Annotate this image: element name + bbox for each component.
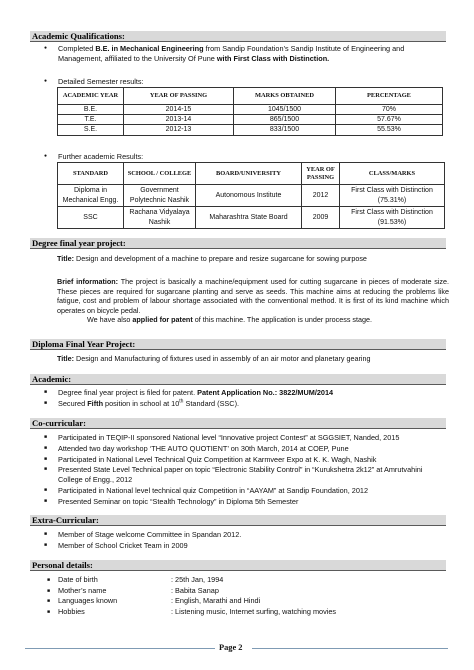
table-row bbox=[58, 125, 443, 135]
degree-title-text: Design and development of a machine to prepare and resize sugarcane for sowing purpose bbox=[74, 254, 367, 263]
list-item bbox=[30, 399, 448, 409]
table-cell: S.E. bbox=[58, 125, 124, 135]
completed-degree: B.E. in Mechanical Engineering bbox=[95, 44, 204, 53]
table-cell: 2009 bbox=[302, 207, 340, 229]
table-cell: First Class with Distinction (91.53%) bbox=[340, 207, 445, 229]
table-cell: Rachana Vidyalaya Nashik bbox=[124, 207, 196, 229]
personal-row bbox=[58, 596, 408, 607]
header-school-college: SCHOOL / COLLEGE bbox=[124, 163, 196, 185]
personal-value: : English, Marathi and Hindi bbox=[171, 596, 261, 606]
table-cell: 2013-14 bbox=[124, 115, 234, 125]
personal-label: ■ Date of birth bbox=[58, 575, 98, 584]
personal-row bbox=[58, 586, 408, 597]
footer-rule-left bbox=[25, 648, 215, 649]
academic-list bbox=[30, 388, 448, 410]
semester-results-table bbox=[57, 87, 443, 136]
table-cell: Diploma in Mechanical Engg. bbox=[58, 185, 124, 207]
table-row bbox=[58, 185, 445, 207]
brief-label: Brief information: bbox=[57, 277, 119, 286]
table-cell: 833/1500 bbox=[234, 125, 336, 135]
further-results-label: ● Further academic Results: bbox=[30, 152, 448, 162]
semester-table-header bbox=[58, 88, 443, 105]
patent-bold: applied for patent bbox=[132, 315, 193, 324]
table-cell: 865/1500 bbox=[234, 115, 336, 125]
section-heading-personal-details: Personal details: bbox=[30, 560, 446, 571]
diploma-title-label: Title: bbox=[57, 354, 75, 363]
semester-results-label: ● Detailed Semester results: bbox=[30, 77, 448, 87]
completed-institute: from Sandip Foundation’s Sandip Institute of Engineering and Management, affiliated to the University Of Pune bbox=[58, 44, 405, 63]
ordinal-suffix: th bbox=[179, 398, 184, 405]
table-cell: Government Polytechnic Nashik bbox=[124, 185, 196, 207]
section-heading-degree-project: Degree final year project: bbox=[30, 238, 446, 249]
patent-application-number: Patent Application No.: 3822/MUM/2014 bbox=[197, 388, 334, 397]
footer-rule-right bbox=[252, 648, 448, 649]
degree-project-brief bbox=[57, 277, 449, 325]
personal-label: ■ Mother’s name bbox=[58, 585, 107, 595]
list-item: ■ Member of School Cricket Team in 2009 bbox=[30, 541, 448, 551]
list-item: ■ Participated in TEQIP-II sponsored National level “Innovative project Contest” at SGGSIET, Nanded, 2015 bbox=[30, 433, 448, 443]
header-standard: STANDARD bbox=[58, 163, 124, 185]
table-row bbox=[58, 105, 443, 115]
table-cell: 57.67% bbox=[336, 115, 443, 125]
table-cell: Maharashtra State Board bbox=[196, 207, 302, 229]
list-item bbox=[30, 388, 448, 398]
table-row bbox=[58, 207, 445, 229]
table-cell: Autonomous Institute bbox=[196, 185, 302, 207]
patent-line bbox=[57, 315, 372, 324]
section-heading-diploma-project: Diploma Final Year Project: bbox=[30, 339, 446, 350]
academic-item-2-mid: position in school at 10 bbox=[103, 398, 180, 408]
personal-label: ■ Hobbies bbox=[58, 607, 85, 617]
section-heading-academic: Academic: bbox=[30, 374, 446, 385]
section-heading-academic-qualifications: Academic Qualifications: bbox=[30, 31, 446, 42]
list-item: ■ Presented State Level Technical paper on topic “Electronic Stability Control” in “Kurukshetra 2k12” at Amrutvahini College of Engg., 2012 bbox=[30, 465, 448, 484]
personal-row bbox=[58, 575, 408, 586]
header-year-of-passing: YEAR OF PASSING bbox=[302, 163, 340, 185]
personal-label: ■ Languages known bbox=[58, 596, 118, 606]
table-cell: 55.53% bbox=[336, 125, 443, 135]
academic-item-2-prefix: Secured bbox=[58, 398, 88, 408]
table-cell: T.E. bbox=[58, 115, 124, 125]
page-number: Page 2 bbox=[219, 643, 243, 652]
academic-item-2-suffix: Standard (SSC). bbox=[183, 398, 240, 408]
table-cell: First Class with Distinction (75.31%) bbox=[340, 185, 445, 207]
qualification-summary bbox=[30, 44, 448, 64]
personal-value: : Listening music, Internet surfing, watching movies bbox=[171, 607, 337, 617]
header-class-marks: CLASS/MARKS bbox=[340, 163, 445, 185]
academic-item-1-text: Degree final year project is filed for patent. bbox=[58, 388, 198, 397]
table-cell: SSC bbox=[58, 207, 124, 229]
list-item: ■ Member of Stage welcome Committee in Spandan 2012. bbox=[30, 530, 448, 540]
section-heading-co-curricular: Co-curricular: bbox=[30, 418, 446, 429]
personal-value: : 25th Jan, 1994 bbox=[171, 575, 224, 584]
completed-prefix: Completed bbox=[58, 44, 96, 53]
table-cell: 1045/1500 bbox=[234, 105, 336, 115]
personal-details-list bbox=[58, 575, 408, 618]
header-year-of-passing: YEAR OF PASSING bbox=[124, 88, 234, 105]
patent-prefix: We have also bbox=[87, 315, 133, 324]
personal-value: : Babita Sanap bbox=[171, 585, 219, 595]
header-board-university: BOARD/UNIVERSITY bbox=[196, 163, 302, 185]
school-position: Fifth bbox=[87, 398, 104, 408]
diploma-project-title bbox=[57, 354, 449, 364]
table-cell: 2012 bbox=[302, 185, 340, 207]
list-item: ■ Attended two day workshop ‘THE AUTO QUOTIENT’ on 30th March, 2014 at COEP, Pune bbox=[30, 444, 448, 454]
personal-row bbox=[58, 607, 408, 618]
completed-degree-item bbox=[30, 44, 448, 63]
degree-project-title bbox=[57, 254, 449, 264]
extra-curricular-list bbox=[30, 530, 448, 552]
table-cell: 2014-15 bbox=[124, 105, 234, 115]
degree-title-label: Title: bbox=[57, 254, 75, 263]
list-item: ■ Participated in National level technical quiz Competition in “AAYAM” at Sandip Foundation, 2012 bbox=[30, 486, 448, 496]
brief-text: The project is basically a machine/equipment used for cutting sugarcane in pieces of moderate size. These pieces are required for sugarcane planting and serve as seeds. This machine aims at reducing the problems like fatigue, cost and problem of labour shortage associated with the conventional method. It is first of its kind machine which operates on bicycle pedal. bbox=[57, 277, 449, 315]
table-cell: B.E. bbox=[58, 105, 124, 115]
further-table-header bbox=[58, 163, 445, 185]
list-item: ■ Presented Seminar on topic “Stealth Technology” in Diploma 5th Semester bbox=[30, 497, 448, 507]
header-percentage: PERCENTAGE bbox=[336, 88, 443, 105]
header-academic-year: ACADEMIC YEAR bbox=[58, 88, 124, 105]
patent-suffix: of this machine. The application is under process stage. bbox=[192, 315, 372, 324]
table-cell: 70% bbox=[336, 105, 443, 115]
table-row bbox=[58, 115, 443, 125]
completed-class: with First Class with Distinction. bbox=[216, 53, 330, 63]
further-results-table bbox=[57, 162, 445, 229]
co-curricular-list bbox=[30, 433, 448, 508]
diploma-title-text: Design and Manufacturing of fixtures used in assembly of an air motor and planetary gearing bbox=[74, 354, 371, 363]
section-heading-extra-curricular: Extra-Curricular: bbox=[30, 515, 446, 526]
header-marks-obtained: MARKS OBTAINED bbox=[234, 88, 336, 105]
table-cell: 2012-13 bbox=[124, 125, 234, 135]
list-item: ■ Participated in National Level Technical Quiz Competition at Karmveer Expo at K. K. Wagh, Nashik bbox=[30, 455, 448, 465]
